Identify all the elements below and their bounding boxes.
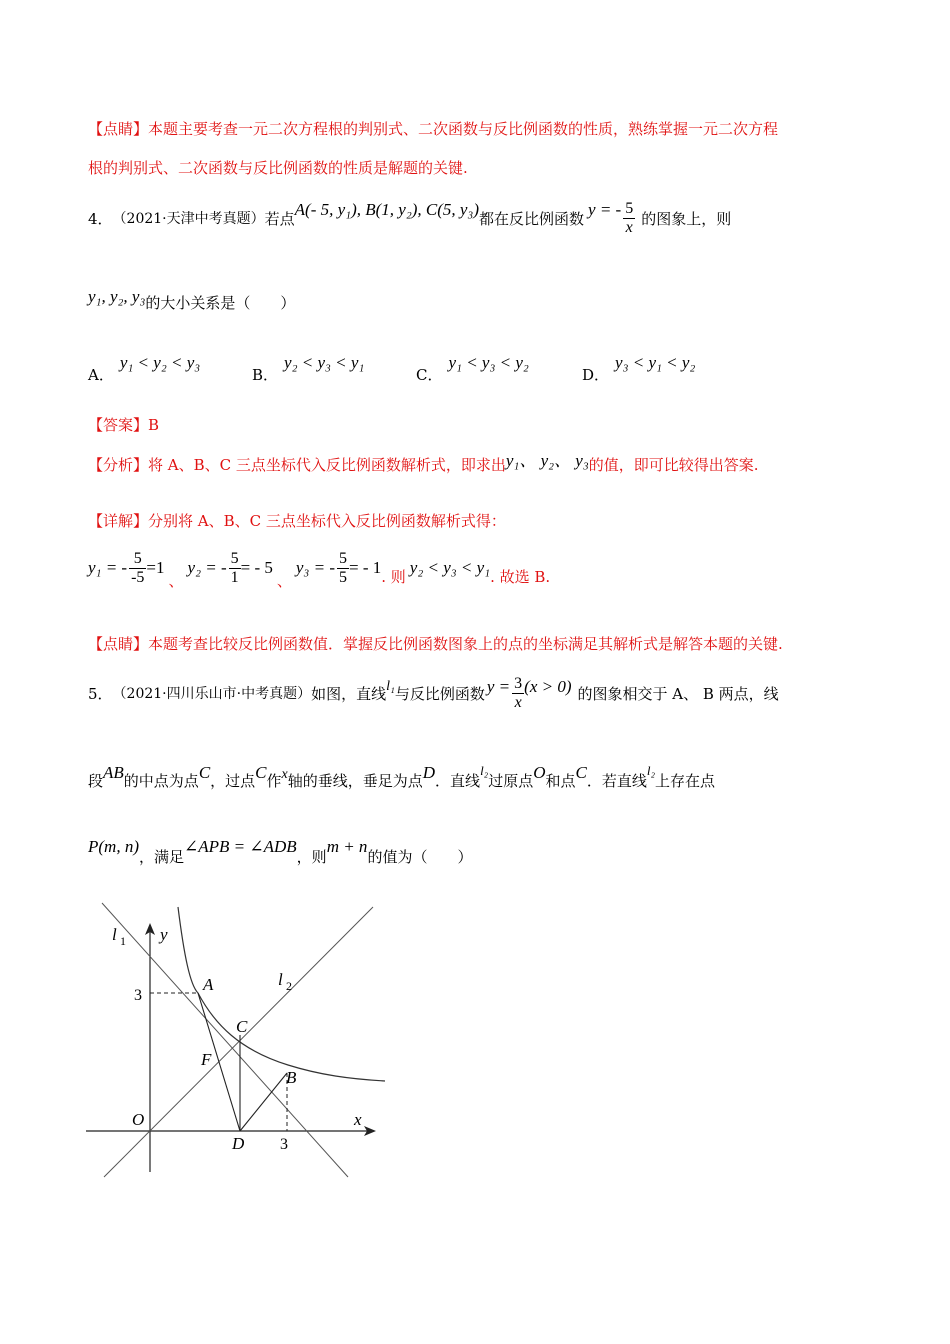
dianjing-prev-line2: 根的判别式、二次函数与反比例函数的性质是解题的关键. [88,159,468,177]
label-A: A [203,975,214,994]
q4-option-c-label: C． [416,366,443,384]
analysis-text-b: 的值，即可比较得出答案. [588,456,759,474]
q5-l1: l₁ [386,679,395,694]
q4-option-d-expr: y₃ < y₁ < y₂ [615,353,696,372]
q4-text-c: 的图象上，则 [641,209,732,228]
label-three-y: 3 [134,987,142,1004]
q4-answer [88,414,159,435]
line-l1 [102,903,348,1177]
dianjing-prev-line1 [88,118,778,139]
eq1-den: -5 [131,568,145,586]
analysis-vars: y₁、 y₂、 y₃ [505,451,589,470]
label-D: D [232,1134,245,1153]
q5-t9: 上存在点 [655,772,716,790]
q5-source: （2021·四川乐山市·中考真题） [112,686,312,702]
q4-option-b-label: B． [252,366,279,384]
q4-number: 4． [88,209,113,228]
q4-detail [88,510,506,531]
eq3-num: 5 [338,549,347,567]
q4-option-b-expr: y₂ < y₃ < y₁ [284,353,365,372]
q5-t5: ．直线 [435,772,481,790]
q5-t1: 的中点为点 [123,772,199,790]
q5-t11: ，则 [296,848,327,866]
label-F: F [201,1050,212,1069]
eq2-rhs: = - 5 [240,558,273,577]
q4-text-b: 都在反比例函数 [479,209,585,228]
q5-angle: ∠APB = ∠ADB [184,837,297,856]
q5-C-2: C [255,763,267,782]
label-y: y [160,925,168,944]
detail-text: 分别将 A、B、C 三点坐标代入反比例函数解析式得： [148,512,506,530]
eq2-num: 5 [230,549,239,567]
q4-points: A(- 5, y₁), B(1, y₂), C(5, y₃) [294,200,480,219]
q5-func-lhs: y = [486,677,511,696]
eq1-rhs: =1 [146,558,165,577]
q5-func-num: 3 [514,674,523,692]
eq-sep-2: 、 [276,571,292,590]
eq3-fraction [337,550,349,587]
q5-t4: 轴的垂线，垂足为点 [287,772,423,790]
eq3-den: 5 [338,568,347,586]
q5-t10: ，满足 [138,848,184,866]
q5-l2-1: l₂ [480,763,489,778]
q5-C-1: C [198,763,211,782]
q4-vars: y₁, y₂, y₃ [88,286,146,306]
eq3-rhs: = - 1 [348,558,382,577]
label-l1: l [112,925,117,944]
q5-text-c: 的图象相交于 A、 B 两点，线 [577,684,779,703]
q5-func-cond: (x > 0) [524,677,572,696]
eq1-fraction [129,550,146,587]
answer-value: B [148,416,160,434]
q5-figure [80,895,390,1180]
eq-then: . 则 [381,567,406,586]
q5-stem-line3 [88,837,473,867]
eq2-den: 1 [230,568,239,586]
q4-func-num: 5 [625,199,634,217]
q4-func-fraction [623,200,635,237]
q4-option-c[interactable] [416,352,529,384]
analysis-tag: 【分析】 [88,456,149,474]
eq2-fraction [229,550,241,587]
q4-option-a-label: A． [88,366,114,384]
q5-t6: 过原点 [488,772,534,790]
segment-bd [240,1073,287,1131]
q5-t12: 的值为（ ） [367,848,473,866]
label-C: C [236,1017,248,1036]
label-l2: l [278,970,283,989]
q5-t8: ．若直线 [586,772,647,790]
q5-D: D [422,763,436,782]
eq-sep-1: 、 [168,571,184,590]
dianjing-tag: 【点睛】 [88,120,149,138]
dianjing-tag-2: 【点睛】 [88,635,149,653]
q5-O: O [533,763,546,782]
q5-x: x [281,767,288,782]
q5-text-a: 如图，直线 [311,684,387,703]
q5-P: P(m, n) [88,837,139,856]
eq3-lhs: y₃ = - [295,558,335,577]
q4-func-den: x [625,218,633,236]
label-l2-sub: 2 [286,979,292,993]
label-B: B [286,1068,297,1087]
eq2-lhs: y₂ = - [187,558,227,577]
q5-seg: 段 [88,772,104,790]
eq1-lhs: y₁ = - [88,558,128,577]
q4-equations [88,544,550,592]
q5-func-fraction [512,675,524,712]
dianjing-text-2: 本题考查比较反比例函数值．掌握反比例函数图象上的点的坐标满足其解析式是解答本题的关键. [148,635,783,653]
q5-C-3: C [575,763,587,782]
q4-option-a[interactable] [88,352,201,384]
eq-conclusion: . 故选 B. [490,567,551,586]
eq1-num: 5 [129,550,146,569]
q4-stem-line2 [88,286,296,313]
analysis-text-a: 将 A、B、C 三点坐标代入反比例函数解析式，即求出 [148,456,506,474]
label-x: x [354,1110,362,1129]
detail-tag: 【详解】 [88,512,149,530]
q5-AB: AB [103,763,124,782]
q4-option-b[interactable] [252,352,365,384]
q5-t2: ，过点 [210,772,256,790]
dianjing-text-1: 本题主要考查一元二次方程根的判别式、二次函数与反比例函数的性质，熟练掌握一元二次方程 [148,120,779,138]
q4-text-a: 若点 [264,209,295,228]
q4-text-d: 的大小关系是（ ） [145,294,296,312]
q4-dianjing [88,633,783,654]
q4-option-d[interactable] [582,352,696,384]
q4-func-lhs: y = - [588,200,622,219]
q4-option-d-label: D． [582,366,610,384]
q5-stem-line2 [88,763,716,791]
q5-l2-2: l₂ [646,763,656,778]
q5-mn: m + n [326,837,368,856]
q4-source: （2021·天津中考真题） [112,211,265,227]
q4-stem-line1 [88,193,731,243]
eq-order: y₂ < y₃ < y₁ [409,558,491,577]
q4-option-a-expr: y₁ < y₂ < y₃ [119,353,201,372]
label-l1-sub: 1 [120,934,126,948]
q5-number: 5． [88,684,113,703]
q5-t7: 和点 [545,772,576,790]
q5-func-den: x [514,693,522,711]
answer-tag: 【答案】 [88,416,149,434]
q5-t3: 作 [266,772,282,790]
q4-analysis [88,452,759,477]
label-O: O [132,1110,145,1129]
label-three-x: 3 [280,1136,288,1153]
q4-option-c-expr: y₁ < y₃ < y₂ [448,353,529,372]
q5-text-b: 与反比例函数 [394,684,485,703]
q5-stem-line1 [88,668,779,718]
